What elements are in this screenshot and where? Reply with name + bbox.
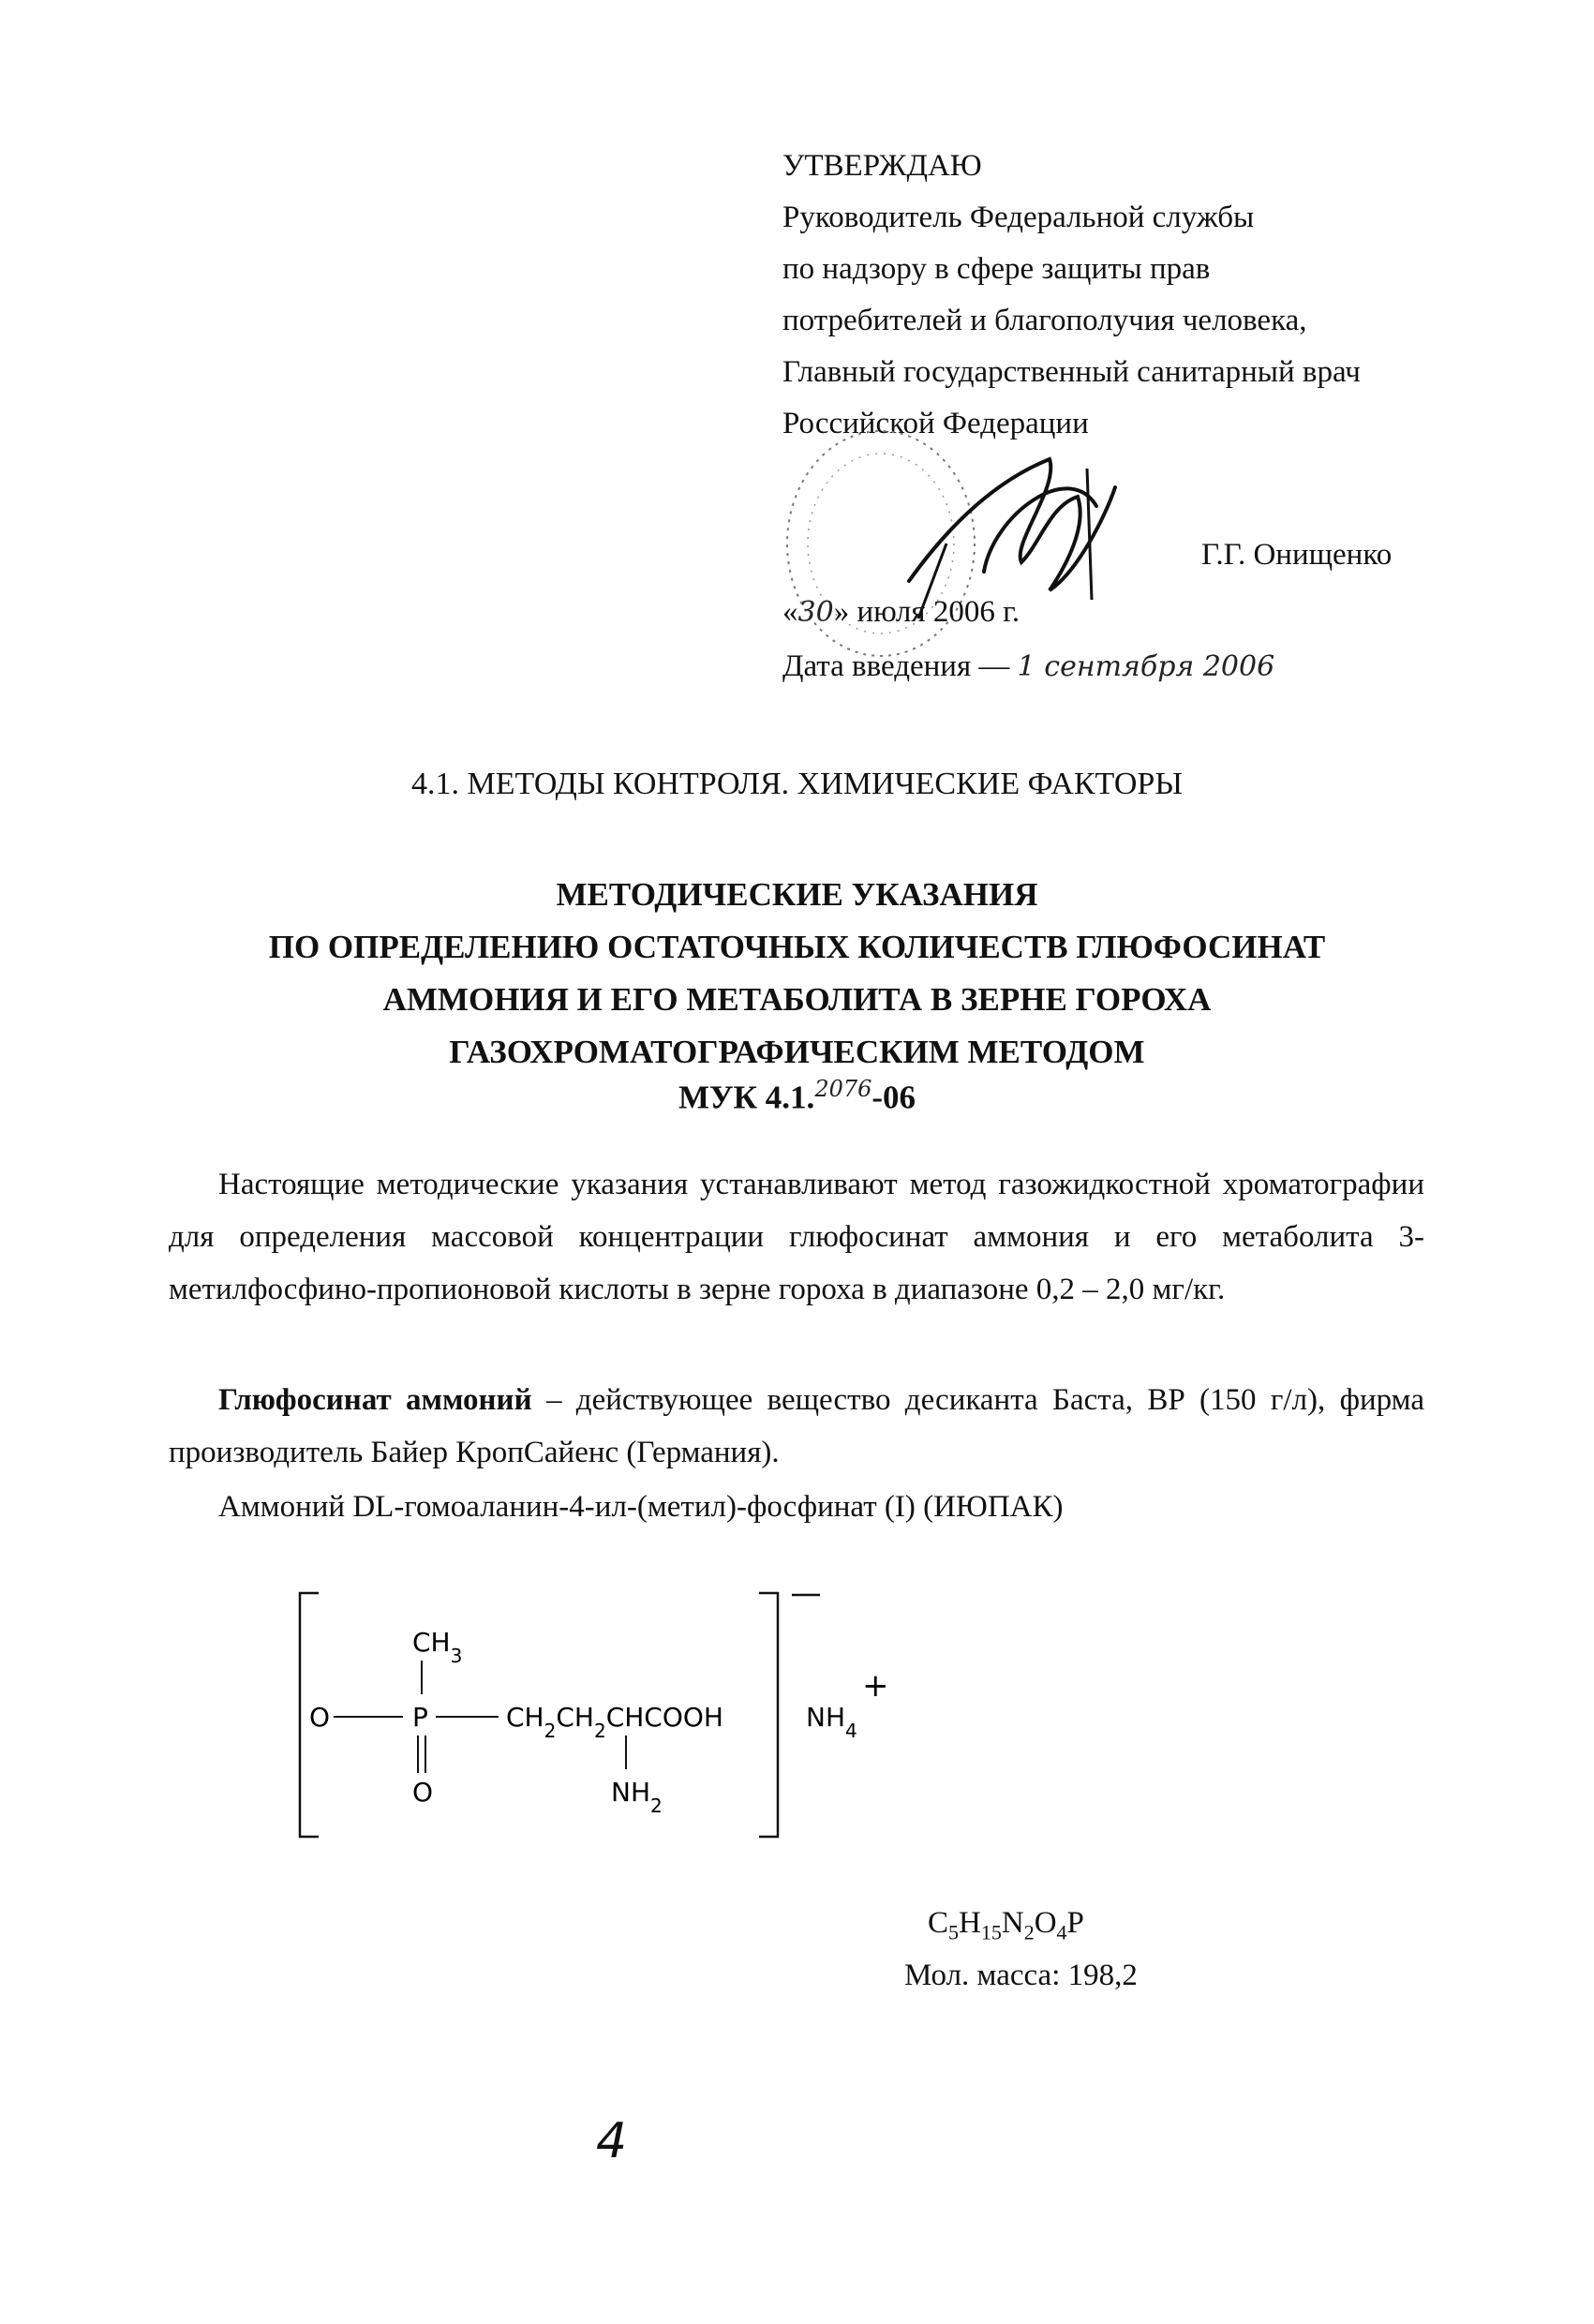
title-line-3: АММОНИЯ И ЕГО МЕТАБОЛИТА В ЗЕРНЕ ГОРОХА: [382, 981, 1212, 1018]
approval-line-4: Главный государственный санитарный врач: [782, 355, 1361, 389]
nh2-group: $NH_2$: [611, 1777, 663, 1817]
section-heading: 4.1. МЕТОДЫ КОНТРОЛЯ. ХИМИЧЕСКИЕ ФАКТОРЫ: [411, 767, 1183, 801]
o-bottom: O: [412, 1777, 434, 1808]
ammonium: $NH_4$: [806, 1702, 857, 1742]
document-title: [0, 869, 1594, 1079]
introduction-date: Дата введения — 1 сентября 2006: [782, 649, 1275, 683]
title-line-4: ГАЗОХРОМАТОГРАФИЧЕСКИМ МЕТОДОМ: [449, 1034, 1145, 1070]
paragraph-substance: [169, 1374, 1424, 1479]
introduction-date-handwritten: 1 сентября 2006: [1017, 650, 1275, 683]
substance-description: – действующее вещество десиканта Баста, ВР (150 г/л), фирма производитель Байер КропСайенс (Германия).: [169, 1383, 1424, 1469]
paragraph-scope: Настоящие методические указания устанавливают метод газожидкостной хроматографии для определения массовой концентрации глюфосинат аммония и его метаболита 3-метилфосфино-пропионовой кислоты в зерне гороха в диапазоне 0,2 – 2,0 мг/кг.: [169, 1168, 1424, 1306]
approval-line-1: Руководитель Федеральной службы: [782, 201, 1255, 234]
muk-number-handwritten: 2076: [814, 1076, 872, 1102]
date-day-handwritten: 30: [797, 596, 834, 629]
muk-suffix: -06: [871, 1079, 916, 1116]
page-number: 4: [596, 2113, 628, 2169]
carbon-chain: $CH_2CH_2CHCOOH$: [506, 1702, 723, 1742]
iupac-name: Аммоний DL-гомоаланин-4-ил-(метил)-фосфинат (I) (ИЮПАК): [218, 1490, 1064, 1524]
title-line-2: ПО ОПРЕДЕЛЕНИЮ ОСТАТОЧНЫХ КОЛИЧЕСТВ ГЛЮФОСИНАТ: [268, 929, 1326, 965]
molecular-formula: $C_5H_{15}N_2O_4P$: [928, 1906, 1084, 1944]
approval-date: [782, 595, 1020, 630]
approval-line-5: Российской Федерации: [782, 407, 1089, 440]
molecular-mass: Мол. масса: 198,2: [904, 1959, 1138, 1992]
muk-number: [0, 1076, 1594, 1117]
o-left: O: [309, 1702, 331, 1733]
substance-name: Глюфосинат аммоний: [218, 1383, 532, 1417]
date-prefix: «: [782, 595, 798, 629]
charge-plus: +: [862, 1667, 889, 1705]
signer-name: Г.Г. Онищенко: [1201, 538, 1393, 572]
structural-formula: [281, 1574, 956, 1855]
phosphorus: P: [412, 1702, 428, 1733]
introduction-label: Дата введения: [782, 649, 972, 683]
approval-line-3: потребителей и благополучия человека,: [782, 304, 1307, 337]
approval-heading: УТВЕРЖДАЮ: [782, 149, 982, 183]
ch3-group: $CH_3$: [412, 1627, 463, 1667]
right-bracket: [759, 1593, 778, 1837]
date-rest: » июля 2006 г.: [833, 595, 1020, 629]
approval-line-2: по надзору в сфере защиты прав: [782, 252, 1211, 286]
muk-prefix: МУК 4.1.: [678, 1079, 815, 1116]
title-line-1: МЕТОДИЧЕСКИЕ УКАЗАНИЯ: [556, 876, 1038, 913]
